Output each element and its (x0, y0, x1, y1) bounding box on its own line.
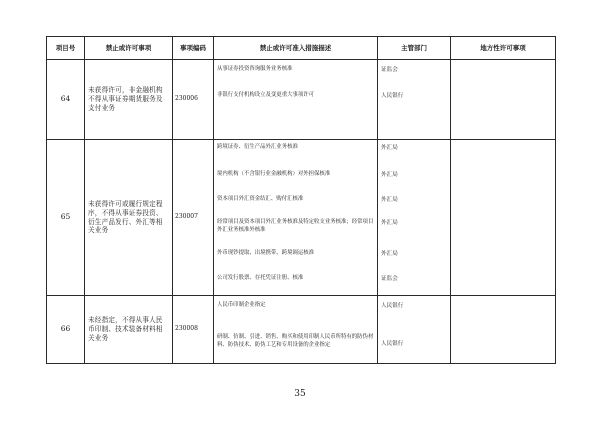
measure-entry: 经常项目及资本项目外汇业务核准及特定收支业务核准；经常项目外汇业务核准外核准 (217, 219, 374, 233)
measures-cell (214, 140, 378, 296)
page-number: 35 (294, 389, 306, 399)
measure-entry: 资本项目外汇资金结汇、购付汇核准 (217, 196, 304, 202)
department-entry: 外汇局 (381, 197, 398, 203)
header-item: 禁止或许可事项 (85, 37, 173, 60)
table-row (47, 140, 556, 296)
measure-entry: 境内机构（不含银行业金融机构）对外担保核准 (217, 171, 331, 177)
project-number: 64 (47, 60, 85, 140)
header-department: 主管部门 (378, 37, 451, 60)
project-number: 65 (47, 140, 85, 296)
department-entry: 人民银行 (381, 341, 404, 347)
department-cell (378, 296, 451, 364)
department-entry: 证监会 (381, 67, 398, 73)
measure-entry: 人民币印制企业指定 (217, 302, 266, 308)
measure-entry: 从事证券投资咨询服务业务核准 (217, 66, 293, 72)
local-permit-cell (451, 60, 556, 140)
department-entry: 外汇局 (381, 220, 398, 226)
measures-cell (214, 60, 378, 140)
item-code: 230008 (173, 296, 214, 364)
department-cell (378, 140, 451, 296)
department-entry: 证监会 (381, 276, 398, 282)
measure-entry: 外币现钞提取、出境携带、跨境调运核准 (217, 250, 315, 256)
header-local-permit: 地方性许可事项 (451, 37, 556, 60)
header-code: 事项编码 (173, 37, 214, 60)
item-description: 未经指定，不得从事人民币印制、技术装备材料相关业务 (85, 296, 173, 364)
department-entry: 外汇局 (381, 251, 398, 257)
project-number: 66 (47, 296, 85, 364)
measures-cell (214, 296, 378, 364)
table-row (47, 60, 556, 140)
table-header-row (47, 37, 556, 60)
local-permit-cell (451, 140, 556, 296)
department-entry: 人民银行 (381, 303, 404, 309)
header-measures: 禁止或许可准入措施描述 (214, 37, 378, 60)
department-entry: 外汇局 (381, 145, 398, 151)
measure-entry: 跨境证券、衍生产品外汇业务核准 (217, 144, 298, 150)
department-entry: 人民银行 (381, 93, 404, 99)
measure-entry: 非银行支付机构设立及变更重大事项许可 (217, 92, 315, 98)
department-cell (378, 60, 451, 140)
item-code: 230007 (173, 140, 214, 296)
measure-entry: 研制、仿制、引进、销售、购买和使用印制人民币所特有的防伪材料、防伪技术、防伪工艺和专用设备的企业指定 (217, 334, 374, 348)
local-permit-cell (451, 296, 556, 364)
item-code: 230006 (173, 60, 214, 140)
permission-table (46, 36, 556, 364)
item-description: 未获得许可或履行规定程序，不得从事证券投资、衍生产品发行、外汇等相关业务 (85, 140, 173, 296)
department-entry: 外汇局 (381, 172, 398, 178)
table-row (47, 296, 556, 364)
measure-entry: 公司发行股票、存托凭证注册、核准 (217, 275, 304, 281)
header-project-no: 项目号 (47, 37, 85, 60)
item-description: 未获得许可，非金融机构不得从事证券期货服务及支付业务 (85, 60, 173, 140)
